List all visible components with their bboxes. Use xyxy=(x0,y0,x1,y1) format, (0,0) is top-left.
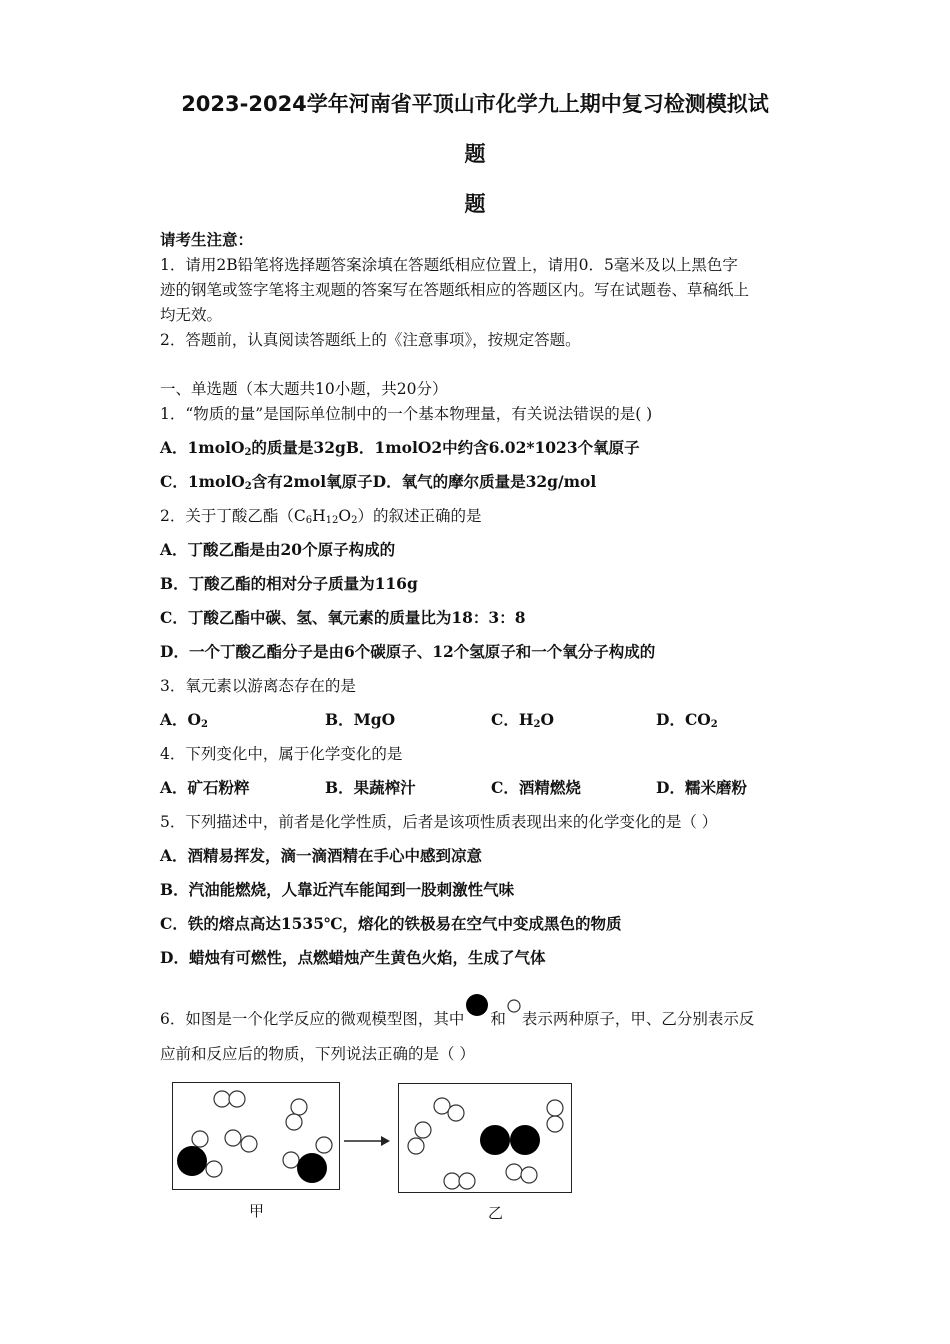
q1-option-ab: A．1molO$_2$的质量是32gB．1molO2中约含6.02*1023个氧原子 xyxy=(160,438,640,458)
q3-option-b: B．MgO xyxy=(325,710,396,729)
q3-option-c: C．$H_2O$ xyxy=(491,710,554,730)
q2-stem: 2．关于丁酸乙酯$(C_6H_{12}O_2)$的叙述正确的是 xyxy=(160,507,482,526)
q4-option-a: A．矿石粉粹 xyxy=(160,778,250,797)
white-atom-icon xyxy=(506,998,522,1014)
document-title-line3: 题 xyxy=(464,192,486,216)
notice-item1-a: 1．请用2B铅笔将选择题答案涂填在答题纸相应位置上，请用0．5毫米及以上黑色字 xyxy=(160,256,738,274)
q4-option-d: D．糯米磨粉 xyxy=(656,778,747,797)
q3-stem: 3．氧元素以游离态存在的是 xyxy=(160,677,356,695)
q5-option-b: B．汽油能燃烧，人靠近汽车能闻到一股刺激性气味 xyxy=(160,880,515,899)
label-jia: 甲 xyxy=(249,1202,265,1220)
black-atom-icon xyxy=(464,992,490,1018)
q2-option-b: B．丁酸乙酯的相对分子质量为116g xyxy=(160,574,418,593)
notice-item1-b: 迹的钢笔或签字笔将主观题的答案写在答题纸相应的答题区内。写在试题卷、草稿纸上 xyxy=(160,281,750,299)
molecules-before xyxy=(173,1083,339,1189)
q3-option-a: A．$O_2$ xyxy=(160,710,208,730)
molecules-after xyxy=(399,1084,571,1192)
q2-option-a: A．丁酸乙酯是由20个原子构成的 xyxy=(160,540,396,559)
q5-stem: 5．下列描述中，前者是化学性质，后者是该项性质表现出来的化学变化的是（ ） xyxy=(160,813,718,831)
reaction-arrow-icon xyxy=(343,1133,391,1149)
q4-stem: 4．下列变化中，属于化学变化的是 xyxy=(160,745,403,763)
diagram-box-yi xyxy=(398,1083,572,1193)
section-heading: 一、单选题（本大题共10小题，共20分） xyxy=(160,380,448,398)
q4-option-b: B．果蔬榨汁 xyxy=(325,778,416,797)
document-title-line2: 题 xyxy=(464,142,486,166)
notice-heading: 请考生注意： xyxy=(160,230,254,249)
notice-item2: 2．答题前，认真阅读答题纸上的《注意事项》，按规定答题。 xyxy=(160,331,581,349)
q6-stem-line1: 6．如图是一个化学反应的微观模型图，其中 和 表示两种原子，甲、乙分别表示反 xyxy=(160,992,754,1029)
q5-option-c: C．铁的熔点高达1535℃，熔化的铁极易在空气中变成黑色的物质 xyxy=(160,914,622,933)
q5-option-a: A．酒精易挥发，滴一滴酒精在手心中感到凉意 xyxy=(160,846,483,865)
q2-option-c: C．丁酸乙酯中碳、氢、氧元素的质量比为18：3：8 xyxy=(160,608,526,627)
q1-stem: 1．“物质的量”是国际单位制中的一个基本物理量，有关说法错误的是( ) xyxy=(160,405,653,423)
notice-item1-c: 均无效。 xyxy=(160,306,223,324)
q6-stem-line2: 应前和反应后的物质，下列说法正确的是（ ） xyxy=(160,1045,475,1063)
q1-option-cd: C．1molO$_2$含有2mol氧原子D．氧气的摩尔质量是32g/mol xyxy=(160,472,597,492)
q4-option-c: C．酒精燃烧 xyxy=(491,778,581,797)
label-yi: 乙 xyxy=(488,1204,504,1222)
q3-option-d: D．$CO_2$ xyxy=(656,710,718,730)
document-title-line1: 2023-2024学年河南省平顶山市化学九上期中复习检测模拟试 xyxy=(181,92,769,116)
q2-option-d: D．一个丁酸乙酯分子是由6个碳原子、12个氢原子和一个氧分子构成的 xyxy=(160,642,656,661)
diagram-box-jia xyxy=(172,1082,340,1190)
q5-option-d: D．蜡烛有可燃性，点燃蜡烛产生黄色火焰，生成了气体 xyxy=(160,948,546,967)
